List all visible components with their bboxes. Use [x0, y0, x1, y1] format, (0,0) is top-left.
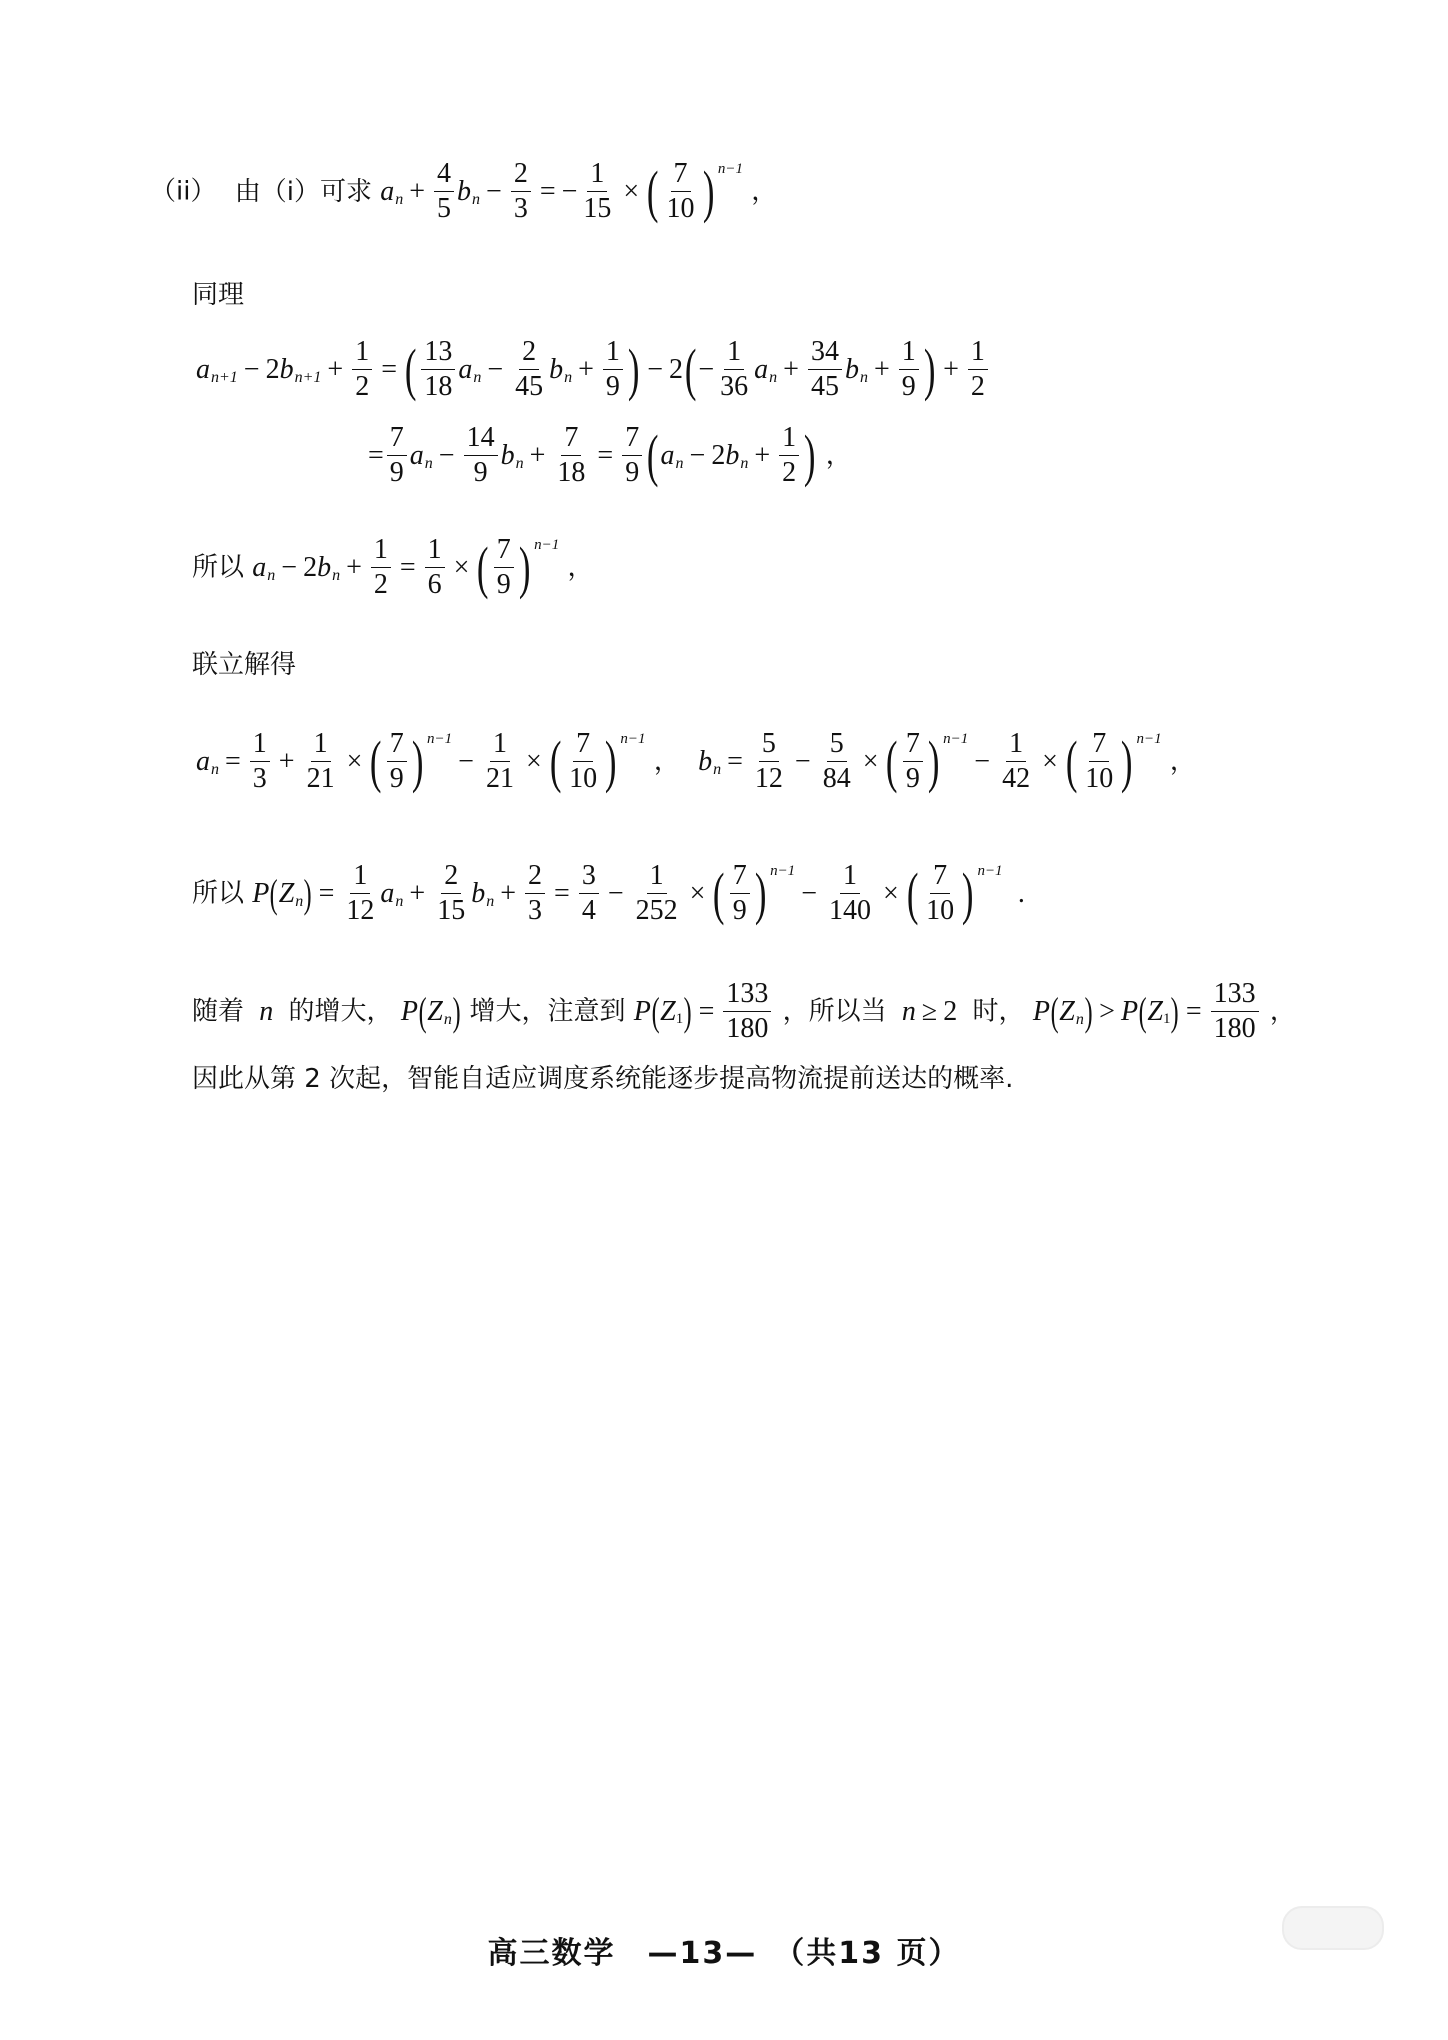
equation: a n+1 − 2 b n+1 + $\frac{1}{2}$ = ( $\frac{13}{18}$ a n − $\frac{2}{45}$ b n + $\frac{1}{9}$ ) − 2 ( − $\frac{1}{36}$ a n + $\frac{34}{45}$ b n + $\frac{1}{9}$ ) + $\frac{1}{2}$ [196, 338, 991, 401]
scan-smudge [1282, 1906, 1384, 1950]
line-4: = $\frac{7}{9}$ a n − $\frac{14}{9}$ b n + $\frac{7}{18}$ = $\frac{7}{9}$ ( a n − 2 b n + $\frac{1}{2}$ ) ， [368, 422, 852, 488]
text: 所以 [192, 552, 245, 583]
equation-an: a n = $\frac{1}{3}$ + $\frac{1}{21}$ × ( $\frac{7}{9}$ ) n−1 − $\frac{1}{21}$ × ( $\frac{7}{10}$ ) n−1 [196, 728, 646, 794]
text-6: ， [1269, 996, 1296, 1027]
equation: P ( Z n ) = $\frac{1}{12}$ a n + $\frac{2}{15}$ b n + $\frac{2}{3}$ = $\frac{3}{4}$ − $\frac{1}{252}$ × ( $\frac{7}{9}$ ) n−1 − $\frac{1}{140}$ × ( $\frac{7}{10}$ ) n−1 [252, 860, 1003, 926]
line-9: 随着 n 的增大， P ( Z n ) 增大，注意到 P ( Z 1 ) = $\frac{133}{180}$ ，所以当 n ≥ 2 时， P ( Z n ) > P ( Z 1 ) = $\frac{133}{180}$ ， [192, 978, 1296, 1044]
equation: a n + $\frac{4}{5}$ b n − $\frac{2}{3}$ = − $\frac{1}{15}$ × ( $\frac{7}{10}$ ) n−1 [380, 158, 743, 224]
text-4: ，所以当 [782, 996, 887, 1027]
line-1: （ii） 由（i）可求 a n + $\frac{4}{5}$ b n − $\frac{2}{3}$ = − $\frac{1}{15}$ × ( $\frac{7}{10}$ ) n−1 ， [150, 158, 778, 224]
line-5: 所以 a n − 2 b n + $\frac{1}{2}$ = $\frac{1}{6}$ × ( $\frac{7}{9}$ ) n−1 ， [192, 534, 594, 600]
text-5: 时， [972, 996, 1025, 1027]
line-8: 所以 P ( Z n ) = $\frac{1}{12}$ a n + $\frac{2}{15}$ b n + $\frac{2}{3}$ = $\frac{3}{4}$ − $\frac{1}{252}$ × ( $\frac{7}{9}$ ) n−1 − $\frac{1}{140}$ × ( $\frac{7}{10}$ ) n−1 . [192, 860, 1025, 926]
text: 所以 [192, 878, 245, 909]
line-3 [196, 338, 991, 401]
equation: = $\frac{7}{9}$ a n − $\frac{14}{9}$ b n + $\frac{7}{18}$ = $\frac{7}{9}$ ( a n − 2 b n + $\frac{1}{2}$ ) [368, 422, 816, 488]
text: 由（i）可求 [234, 176, 372, 207]
page-footer: 高三数学 —13— （共13 页） [487, 1936, 961, 1971]
text-3: 增大，注意到 [469, 996, 626, 1027]
part-label: （ii） [150, 176, 217, 207]
line-10: 因此从第 2 次起，智能自适应调度系统能逐步提高物流提前送达的概率. [192, 1064, 1014, 1094]
text-1: 随着 [192, 996, 245, 1027]
equation-bn: b n = $\frac{5}{12}$ − $\frac{5}{84}$ × ( $\frac{7}{9}$ ) n−1 − $\frac{1}{42}$ × ( $\frac{7}{10}$ ) n−1 [698, 728, 1162, 794]
line-6: 联立解得 [192, 650, 297, 680]
line-2: 同理 [192, 280, 245, 310]
line-7: a n = $\frac{1}{3}$ + $\frac{1}{21}$ × ( $\frac{7}{9}$ ) n−1 − $\frac{1}{21}$ × ( $\frac{7}{10}$ ) n−1 ， b n = $\frac{5}{12}$ − $\frac{5}{84}$ × ( $\frac{7}{9}$ ) n−1 − $\frac{1}{42}$ × ( $\frac{7}{10}$ ) n−1 ， [196, 728, 1196, 794]
equation: a n − 2 b n + $\frac{1}{2}$ = $\frac{1}{6}$ × ( $\frac{7}{9}$ ) n−1 [252, 534, 560, 600]
text-2: 的增大， [288, 996, 393, 1027]
